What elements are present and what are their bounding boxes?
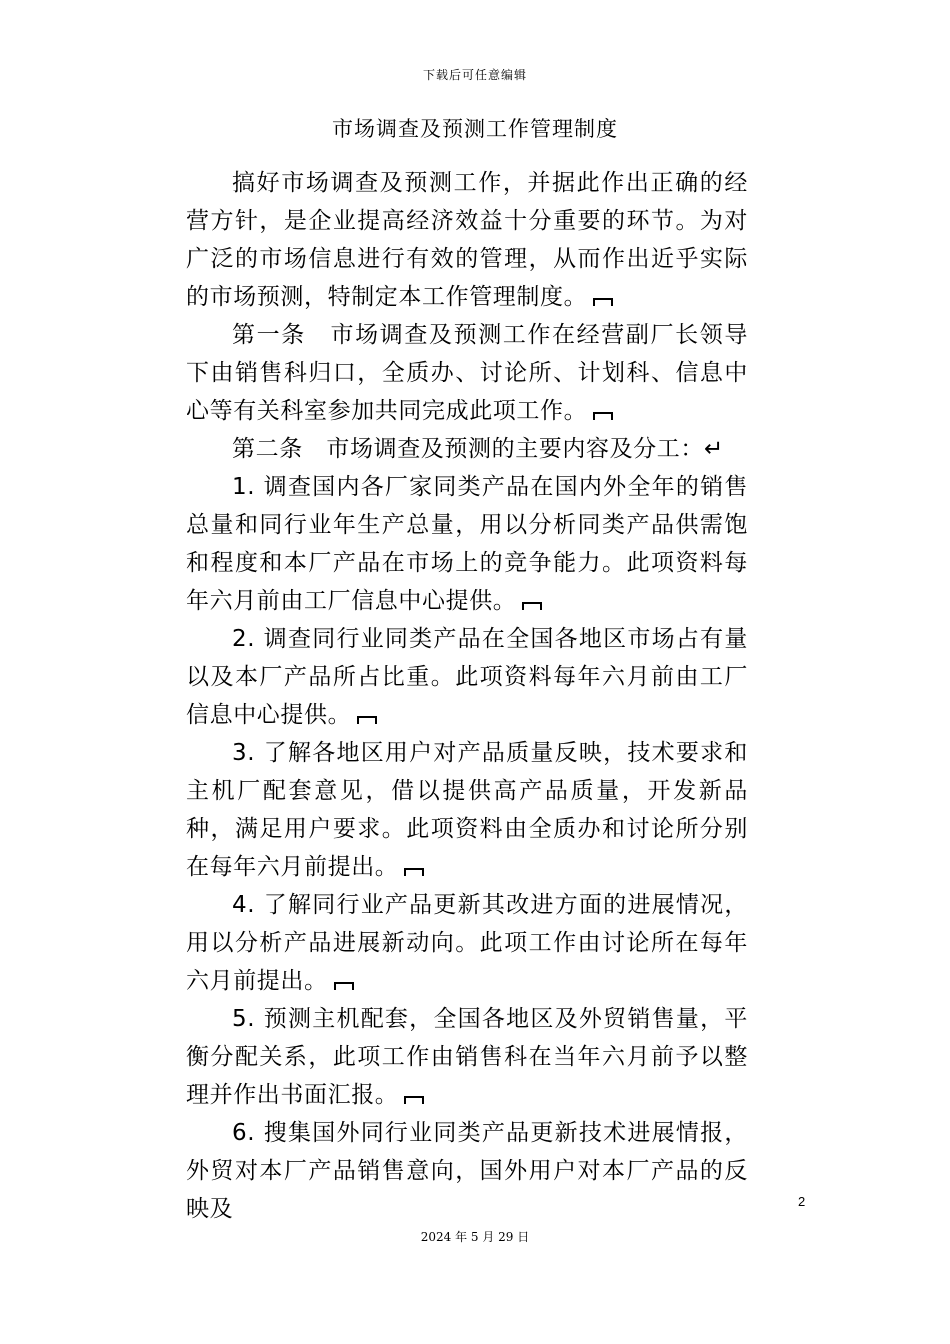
paragraph-mark-icon xyxy=(357,716,377,724)
document-body xyxy=(186,164,748,1228)
paragraph-mark-icon xyxy=(404,868,424,876)
document-title: 市场调查及预测工作管理制度 xyxy=(332,117,618,141)
header-note: 下载后可任意编辑 xyxy=(422,68,527,82)
paragraph-intro: 搞好市场调查及预测工作，并据此作出正确的经营方针，是企业提高经济效益十分重要的环节。为对广泛的市场信息进行有效的管理，从而作出近乎实际的市场预测，特制定本工作管理制度。 xyxy=(186,170,748,310)
paragraph-mark-icon xyxy=(404,1096,424,1104)
paragraph-item-5: 5. 预测主机配套，全国各地区及外贸销售量，平衡分配关系，此项工作由销售科在当年六月前予以整理并作出书面汇报。 xyxy=(186,1006,748,1108)
footer-date: 2024 年 5 月 29 日 xyxy=(420,1230,530,1244)
paragraph-mark-icon xyxy=(522,602,542,610)
paragraph-mark-icon xyxy=(593,412,613,420)
paragraph-mark-icon xyxy=(334,982,354,990)
paragraph-mark-icon xyxy=(593,298,613,306)
page-number: 2 xyxy=(798,1194,806,1209)
paragraph-article-2: 第二条 市场调查及预测的主要内容及分工：↵ xyxy=(232,436,724,462)
paragraph-article-1: 第一条 市场调查及预测工作在经营副厂长领导下由销售科归口，全质办、讨论所、计划科、信息中心等有关科室参加共同完成此项工作。 xyxy=(186,322,748,424)
paragraph-item-1: 1. 调查国内各厂家同类产品在国内外全年的销售总量和同行业年生产总量，用以分析同类产品供需饱和程度和本厂产品在市场上的竞争能力。此项资料每年六月前由工厂信息中心提供。 xyxy=(186,474,748,614)
paragraph-item-3: 3. 了解各地区用户对产品质量反映，技术要求和主机厂配套意见，借以提供高产品质量，开发新品种，满足用户要求。此项资料由全质办和讨论所分别在每年六月前提出。 xyxy=(186,740,748,880)
paragraph-item-4: 4. 了解同行业产品更新其改进方面的进展情况，用以分析产品进展新动向。此项工作由讨论所在每年六月前提出。 xyxy=(186,892,748,994)
paragraph-item-2: 2. 调查同行业同类产品在全国各地区市场占有量以及本厂产品所占比重。此项资料每年六月前由工厂信息中心提供。 xyxy=(186,626,748,728)
paragraph-mark-icon: ↵ xyxy=(704,436,724,462)
paragraph-item-6: 6. 搜集国外同行业同类产品更新技术进展情报，外贸对本厂产品销售意向，国外用户对本厂产品的反映及 xyxy=(186,1120,748,1222)
